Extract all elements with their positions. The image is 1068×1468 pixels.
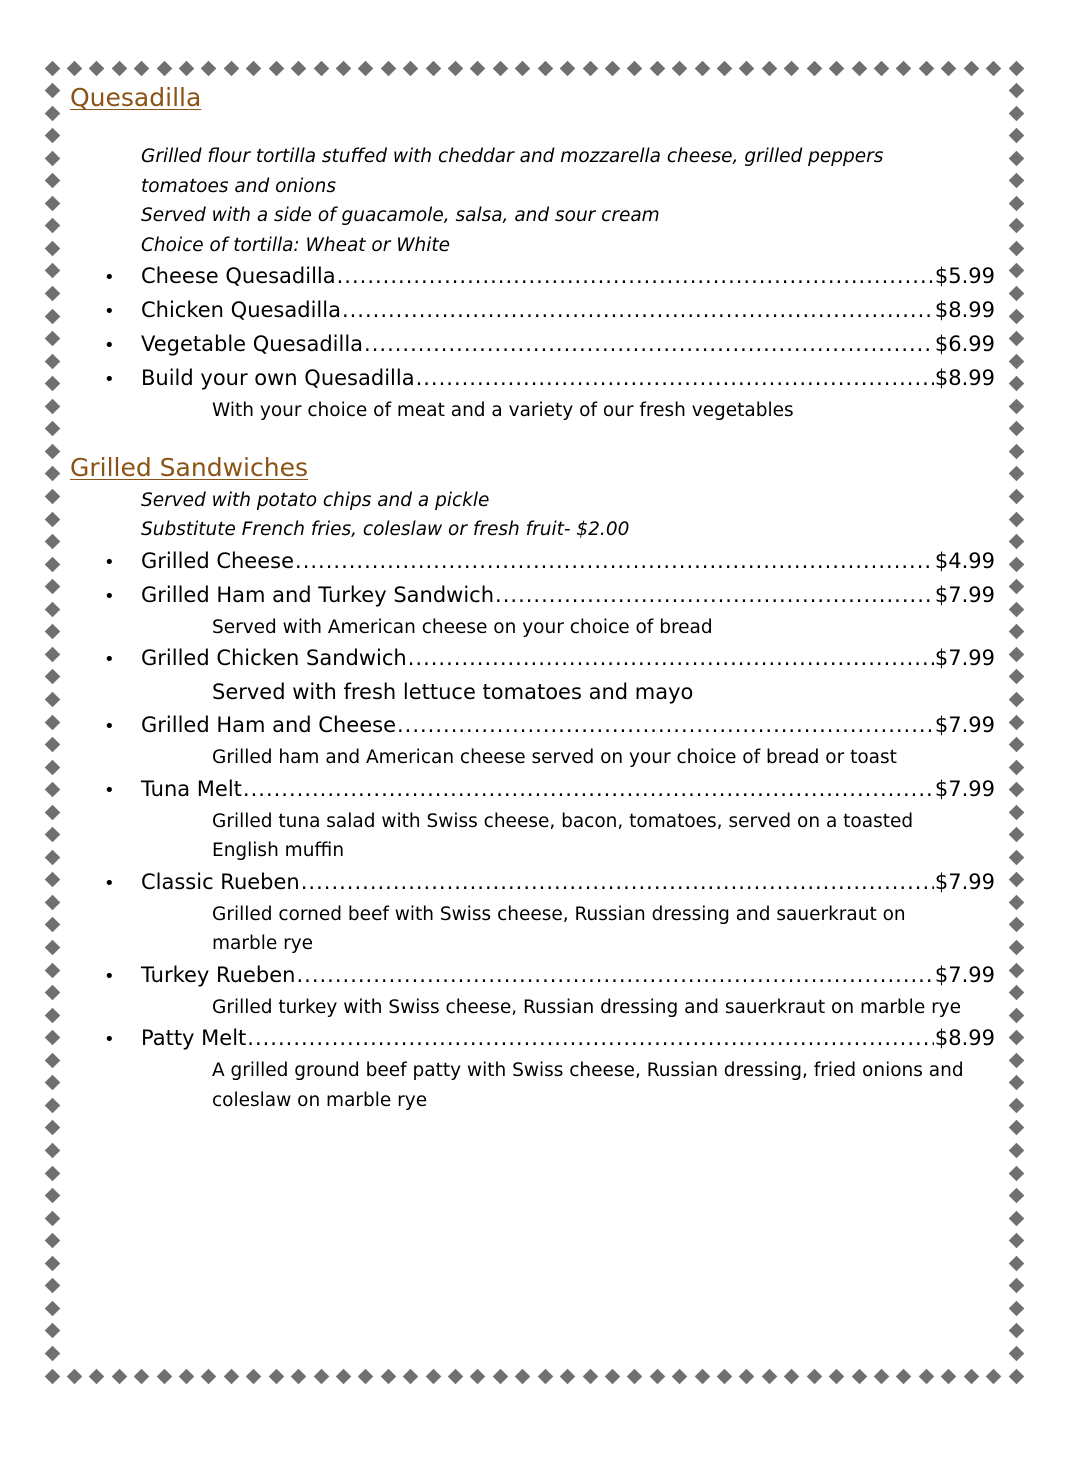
- border-diamond-icon: [1008, 218, 1024, 234]
- border-diamond-icon: [1008, 1007, 1024, 1023]
- border-diamond-icon: [1008, 241, 1024, 257]
- border-diamond-icon: [717, 1368, 733, 1384]
- border-diamond-icon: [851, 60, 867, 76]
- border-diamond-icon: [515, 60, 531, 76]
- item-price: $7.99: [934, 962, 995, 987]
- border-diamond-icon: [493, 60, 509, 76]
- dot-leader: [243, 773, 934, 805]
- border-diamond-icon: [44, 850, 60, 866]
- bullet-icon: •: [104, 301, 115, 322]
- border-diamond-icon: [806, 1368, 822, 1384]
- border-diamond-icon: [537, 1368, 553, 1384]
- dot-leader: [342, 294, 934, 326]
- menu-item: [70, 773, 995, 807]
- item-name: Tuna Melt: [141, 776, 242, 801]
- border-diamond-icon: [1008, 128, 1024, 144]
- menu-item: [70, 545, 995, 579]
- section-grilled-sandwiches: [70, 450, 995, 1116]
- border-diamond-icon: [89, 1368, 105, 1384]
- border-diamond-icon: [762, 60, 778, 76]
- border-diamond-icon: [1008, 173, 1024, 189]
- border-diamond-icon: [762, 1368, 778, 1384]
- border-diamond-icon: [627, 1368, 643, 1384]
- border-diamond-icon: [425, 60, 441, 76]
- border-diamond-icon: [380, 60, 396, 76]
- border-diamond-icon: [44, 444, 60, 460]
- border-diamond-icon: [1008, 782, 1024, 798]
- border-diamond-icon: [111, 1368, 127, 1384]
- border-diamond-icon: [560, 1368, 576, 1384]
- border-diamond-icon: [1008, 1052, 1024, 1068]
- dot-leader: [295, 545, 934, 577]
- border-diamond-icon: [179, 60, 195, 76]
- border-diamond-icon: [44, 556, 60, 572]
- bullet-icon: •: [104, 585, 115, 607]
- menu-item: [70, 709, 995, 743]
- section-title: Quesadilla: [70, 83, 202, 112]
- intro-line: Grilled flour tortilla stuffed with cheddar and mozzarella cheese, grilled peppers tomatoes and onions: [141, 146, 884, 197]
- border-diamond-icon: [134, 1368, 150, 1384]
- border-diamond-icon: [1008, 827, 1024, 843]
- border-diamond-icon: [111, 60, 127, 76]
- border-diamond-icon: [44, 150, 60, 166]
- menu-item: [70, 959, 995, 993]
- bullet-icon: •: [104, 965, 115, 987]
- menu-content: [70, 80, 995, 1115]
- border-diamond-icon: [1008, 714, 1024, 730]
- border-diamond-icon: [44, 489, 60, 505]
- border-diamond-icon: [1008, 1278, 1024, 1294]
- item-price: $7.99: [934, 582, 995, 607]
- dot-leader: [296, 959, 933, 991]
- border-diamond-icon: [44, 534, 60, 550]
- menu-item: [70, 362, 995, 396]
- border-diamond-icon: [1008, 150, 1024, 166]
- border-diamond-icon: [1008, 579, 1024, 595]
- border-diamond-icon: [44, 714, 60, 730]
- bullet-icon: •: [104, 369, 115, 390]
- border-diamond-icon: [694, 60, 710, 76]
- bullet-icon: •: [104, 779, 115, 801]
- border-diamond-icon: [1008, 737, 1024, 753]
- item-price: $6.99: [934, 332, 995, 356]
- border-diamond-icon: [224, 60, 240, 76]
- border-diamond-icon: [1008, 917, 1024, 933]
- border-diamond-icon: [806, 60, 822, 76]
- item-name: Patty Melt: [141, 1026, 247, 1050]
- border-diamond-icon: [1008, 308, 1024, 324]
- border-diamond-icon: [44, 940, 60, 956]
- border-diamond-icon: [44, 511, 60, 527]
- border-diamond-icon: [1008, 331, 1024, 347]
- border-diamond-icon: [1008, 263, 1024, 279]
- border-diamond-icon: [156, 1368, 172, 1384]
- border-diamond-icon: [1008, 1323, 1024, 1339]
- item-name: Vegetable Quesadilla: [141, 332, 364, 356]
- border-diamond-icon: [44, 737, 60, 753]
- item-name: Grilled Cheese: [141, 548, 295, 573]
- border-diamond-icon: [1008, 466, 1024, 482]
- border-diamond-icon: [44, 759, 60, 775]
- item-name: Turkey Rueben: [141, 962, 296, 987]
- border-diamond-icon: [1008, 1075, 1024, 1091]
- border-diamond-icon: [336, 1368, 352, 1384]
- border-diamond-icon: [560, 60, 576, 76]
- dot-leader: [247, 1022, 934, 1054]
- intro-line: Substitute French fries, coleslaw or fresh fruit- $2.00: [141, 519, 630, 540]
- menu-item: [70, 328, 995, 362]
- border-diamond-icon: [44, 421, 60, 437]
- border-diamond-icon: [515, 1368, 531, 1384]
- border-diamond-icon: [44, 196, 60, 212]
- bullet-icon: •: [104, 551, 115, 573]
- border-diamond-icon: [1008, 759, 1024, 775]
- border-diamond-icon: [44, 1030, 60, 1046]
- border-diamond-icon: [919, 60, 935, 76]
- border-diamond-icon: [1008, 1165, 1024, 1181]
- border-diamond-icon: [605, 1368, 621, 1384]
- item-price: $5.99: [934, 264, 995, 288]
- item-description: Grilled turkey with Swiss cheese, Russian dressing and sauerkraut on marble rye: [212, 996, 962, 1018]
- border-diamond-icon: [1008, 962, 1024, 978]
- item-name: Chicken Quesadilla: [141, 298, 341, 322]
- border-diamond-icon: [1008, 669, 1024, 685]
- border-diamond-icon: [268, 1368, 284, 1384]
- border-diamond-icon: [44, 286, 60, 302]
- border-diamond-icon: [1008, 1233, 1024, 1249]
- border-diamond-icon: [44, 669, 60, 685]
- border-diamond-icon: [336, 60, 352, 76]
- dot-leader: [397, 709, 934, 741]
- border-diamond-icon: [44, 128, 60, 144]
- dot-leader: [337, 260, 934, 292]
- border-diamond-icon: [134, 60, 150, 76]
- item-name: Grilled Ham and Turkey Sandwich: [141, 582, 495, 607]
- border-diamond-icon: [919, 1368, 935, 1384]
- border-diamond-icon: [380, 1368, 396, 1384]
- border-diamond-icon: [44, 218, 60, 234]
- intro-line: Served with potato chips and a pickle: [141, 489, 490, 511]
- border-diamond-icon: [493, 1368, 509, 1384]
- border-diamond-icon: [963, 1368, 979, 1384]
- item-description: Grilled tuna salad with Swiss cheese, bacon, tomatoes, served on a toasted English muffin: [212, 810, 914, 861]
- border-diamond-icon: [44, 1075, 60, 1091]
- menu-item: [70, 294, 995, 328]
- border-diamond-icon: [44, 872, 60, 888]
- border-diamond-icon: [44, 804, 60, 820]
- border-diamond-icon: [1008, 895, 1024, 911]
- border-diamond-icon: [44, 60, 60, 76]
- border-diamond-icon: [313, 1368, 329, 1384]
- border-diamond-icon: [1008, 1255, 1024, 1271]
- border-diamond-icon: [44, 1143, 60, 1159]
- border-diamond-icon: [201, 60, 217, 76]
- border-diamond-icon: [1008, 1368, 1024, 1384]
- border-diamond-icon: [44, 917, 60, 933]
- section-quesadilla: [70, 80, 995, 426]
- dot-leader: [408, 642, 934, 674]
- dot-leader: [364, 328, 934, 360]
- item-price: $8.99: [934, 1026, 995, 1050]
- border-diamond-icon: [403, 1368, 419, 1384]
- item-price: $4.99: [934, 548, 995, 573]
- border-diamond-icon: [1008, 872, 1024, 888]
- border-diamond-icon: [156, 60, 172, 76]
- border-diamond-icon: [44, 1120, 60, 1136]
- border-diamond-icon: [874, 60, 890, 76]
- border-diamond-icon: [44, 353, 60, 369]
- border-diamond-icon: [44, 1278, 60, 1294]
- border-diamond-icon: [403, 60, 419, 76]
- item-price: $8.99: [934, 298, 995, 322]
- border-diamond-icon: [44, 1210, 60, 1226]
- border-diamond-icon: [1008, 624, 1024, 640]
- item-description: Served with American cheese on your choice of bread: [212, 616, 713, 638]
- border-diamond-icon: [851, 1368, 867, 1384]
- section-title: Grilled Sandwiches: [70, 452, 308, 482]
- border-diamond-icon: [44, 1233, 60, 1249]
- border-diamond-icon: [268, 60, 284, 76]
- border-diamond-icon: [1008, 940, 1024, 956]
- bullet-icon: •: [104, 872, 115, 894]
- section-intro: [70, 142, 995, 260]
- item-name: Cheese Quesadilla: [141, 264, 336, 288]
- border-diamond-icon: [358, 60, 374, 76]
- border-diamond-icon: [44, 331, 60, 347]
- border-diamond-icon: [1008, 1210, 1024, 1226]
- border-diamond-icon: [179, 1368, 195, 1384]
- border-diamond-icon: [44, 1255, 60, 1271]
- border-diamond-icon: [44, 173, 60, 189]
- border-diamond-icon: [582, 1368, 598, 1384]
- border-diamond-icon: [44, 1188, 60, 1204]
- border-diamond-icon: [448, 1368, 464, 1384]
- item-description: Served with fresh lettuce tomatoes and mayo: [212, 680, 694, 704]
- menu-item: [70, 1022, 995, 1056]
- border-diamond-icon: [941, 60, 957, 76]
- border-diamond-icon: [44, 1323, 60, 1339]
- item-price: $7.99: [934, 646, 995, 670]
- dot-leader: [301, 866, 934, 898]
- border-diamond-icon: [1008, 556, 1024, 572]
- item-price: $8.99: [934, 366, 995, 390]
- border-diamond-icon: [896, 1368, 912, 1384]
- border-diamond-icon: [1008, 1143, 1024, 1159]
- border-diamond-icon: [986, 60, 1002, 76]
- border-diamond-icon: [829, 1368, 845, 1384]
- border-diamond-icon: [1008, 1188, 1024, 1204]
- border-diamond-icon: [44, 692, 60, 708]
- border-diamond-icon: [44, 579, 60, 595]
- border-diamond-icon: [44, 1346, 60, 1362]
- border-diamond-icon: [448, 60, 464, 76]
- border-diamond-icon: [941, 1368, 957, 1384]
- bullet-icon: •: [104, 716, 115, 737]
- border-diamond-icon: [1008, 286, 1024, 302]
- border-diamond-icon: [44, 1007, 60, 1023]
- border-diamond-icon: [44, 263, 60, 279]
- border-diamond-icon: [44, 1165, 60, 1181]
- border-diamond-icon: [1008, 421, 1024, 437]
- border-diamond-icon: [627, 60, 643, 76]
- border-diamond-icon: [784, 60, 800, 76]
- menu-item: [70, 866, 995, 900]
- border-diamond-icon: [1008, 376, 1024, 392]
- border-diamond-icon: [44, 827, 60, 843]
- border-diamond-icon: [44, 962, 60, 978]
- border-diamond-icon: [1008, 1301, 1024, 1317]
- border-diamond-icon: [537, 60, 553, 76]
- border-diamond-icon: [44, 624, 60, 640]
- border-diamond-icon: [1008, 647, 1024, 663]
- item-name: Build your own Quesadilla: [141, 366, 415, 390]
- border-diamond-icon: [1008, 1346, 1024, 1362]
- border-diamond-icon: [1008, 850, 1024, 866]
- border-diamond-icon: [201, 1368, 217, 1384]
- border-diamond-icon: [89, 60, 105, 76]
- border-diamond-icon: [291, 1368, 307, 1384]
- border-diamond-icon: [582, 60, 598, 76]
- border-diamond-icon: [1008, 1120, 1024, 1136]
- border-diamond-icon: [224, 1368, 240, 1384]
- border-diamond-icon: [739, 60, 755, 76]
- border-diamond-icon: [605, 60, 621, 76]
- item-description: A grilled ground beef patty with Swiss cheese, Russian dressing, fried onions and coleslaw on marble rye: [212, 1060, 964, 1111]
- intro-line: Choice of tortilla: Wheat or White: [141, 234, 451, 256]
- border-diamond-icon: [44, 105, 60, 121]
- border-diamond-icon: [874, 1368, 890, 1384]
- border-diamond-icon: [470, 60, 486, 76]
- bullet-icon: •: [104, 335, 115, 356]
- border-diamond-icon: [246, 60, 262, 76]
- border-diamond-icon: [1008, 511, 1024, 527]
- border-diamond-icon: [1008, 692, 1024, 708]
- border-diamond-icon: [44, 398, 60, 414]
- border-diamond-icon: [291, 60, 307, 76]
- item-name: Grilled Chicken Sandwich: [141, 646, 407, 670]
- item-description: Grilled ham and American cheese served on your choice of bread or toast: [212, 747, 897, 768]
- dot-leader: [495, 579, 934, 611]
- border-diamond-icon: [1008, 105, 1024, 121]
- item-description: With your choice of meat and a variety of our fresh vegetables: [212, 400, 794, 421]
- bullet-icon: •: [104, 1029, 115, 1050]
- border-diamond-icon: [246, 1368, 262, 1384]
- menu-item: [70, 260, 995, 294]
- border-diamond-icon: [1008, 804, 1024, 820]
- item-price: $7.99: [934, 776, 995, 801]
- border-diamond-icon: [896, 60, 912, 76]
- border-diamond-icon: [672, 60, 688, 76]
- border-diamond-icon: [717, 60, 733, 76]
- border-diamond-icon: [44, 1368, 60, 1384]
- border-diamond-icon: [1008, 985, 1024, 1001]
- bullet-icon: •: [104, 649, 115, 670]
- item-description: Grilled corned beef with Swiss cheese, Russian dressing and sauerkraut on marble rye: [212, 903, 906, 954]
- item-name: Grilled Ham and Cheese: [141, 713, 396, 737]
- border-diamond-icon: [470, 1368, 486, 1384]
- border-diamond-icon: [67, 60, 83, 76]
- border-diamond-icon: [1008, 534, 1024, 550]
- border-diamond-icon: [784, 1368, 800, 1384]
- border-diamond-icon: [1008, 601, 1024, 617]
- border-diamond-icon: [44, 308, 60, 324]
- border-diamond-icon: [963, 60, 979, 76]
- intro-line: Served with a side of guacamole, salsa, and sour cream: [141, 205, 660, 226]
- border-diamond-icon: [44, 782, 60, 798]
- section-intro: [70, 486, 995, 545]
- border-diamond-icon: [44, 895, 60, 911]
- item-price: $7.99: [934, 869, 995, 894]
- border-diamond-icon: [44, 376, 60, 392]
- border-diamond-icon: [44, 985, 60, 1001]
- border-diamond-icon: [44, 83, 60, 99]
- border-diamond-icon: [67, 1368, 83, 1384]
- bullet-icon: •: [104, 267, 115, 288]
- border-diamond-icon: [313, 60, 329, 76]
- menu-item: [70, 579, 995, 613]
- border-diamond-icon: [1008, 1030, 1024, 1046]
- border-diamond-icon: [425, 1368, 441, 1384]
- border-diamond-icon: [44, 1098, 60, 1114]
- menu-item: [70, 642, 995, 676]
- border-diamond-icon: [1008, 196, 1024, 212]
- border-diamond-icon: [44, 601, 60, 617]
- border-diamond-icon: [1008, 83, 1024, 99]
- border-diamond-icon: [1008, 444, 1024, 460]
- border-diamond-icon: [829, 60, 845, 76]
- border-diamond-icon: [1008, 60, 1024, 76]
- item-price: $7.99: [934, 713, 995, 737]
- border-diamond-icon: [986, 1368, 1002, 1384]
- border-diamond-icon: [1008, 489, 1024, 505]
- border-diamond-icon: [44, 241, 60, 257]
- border-diamond-icon: [1008, 353, 1024, 369]
- border-diamond-icon: [44, 1301, 60, 1317]
- border-diamond-icon: [739, 1368, 755, 1384]
- item-name: Classic Rueben: [141, 869, 300, 894]
- border-diamond-icon: [650, 1368, 666, 1384]
- border-diamond-icon: [1008, 398, 1024, 414]
- border-diamond-icon: [694, 1368, 710, 1384]
- border-diamond-icon: [44, 1052, 60, 1068]
- border-diamond-icon: [672, 1368, 688, 1384]
- border-diamond-icon: [1008, 1098, 1024, 1114]
- border-diamond-icon: [44, 466, 60, 482]
- border-diamond-icon: [650, 60, 666, 76]
- border-diamond-icon: [44, 647, 60, 663]
- border-diamond-icon: [358, 1368, 374, 1384]
- dot-leader: [416, 362, 934, 394]
